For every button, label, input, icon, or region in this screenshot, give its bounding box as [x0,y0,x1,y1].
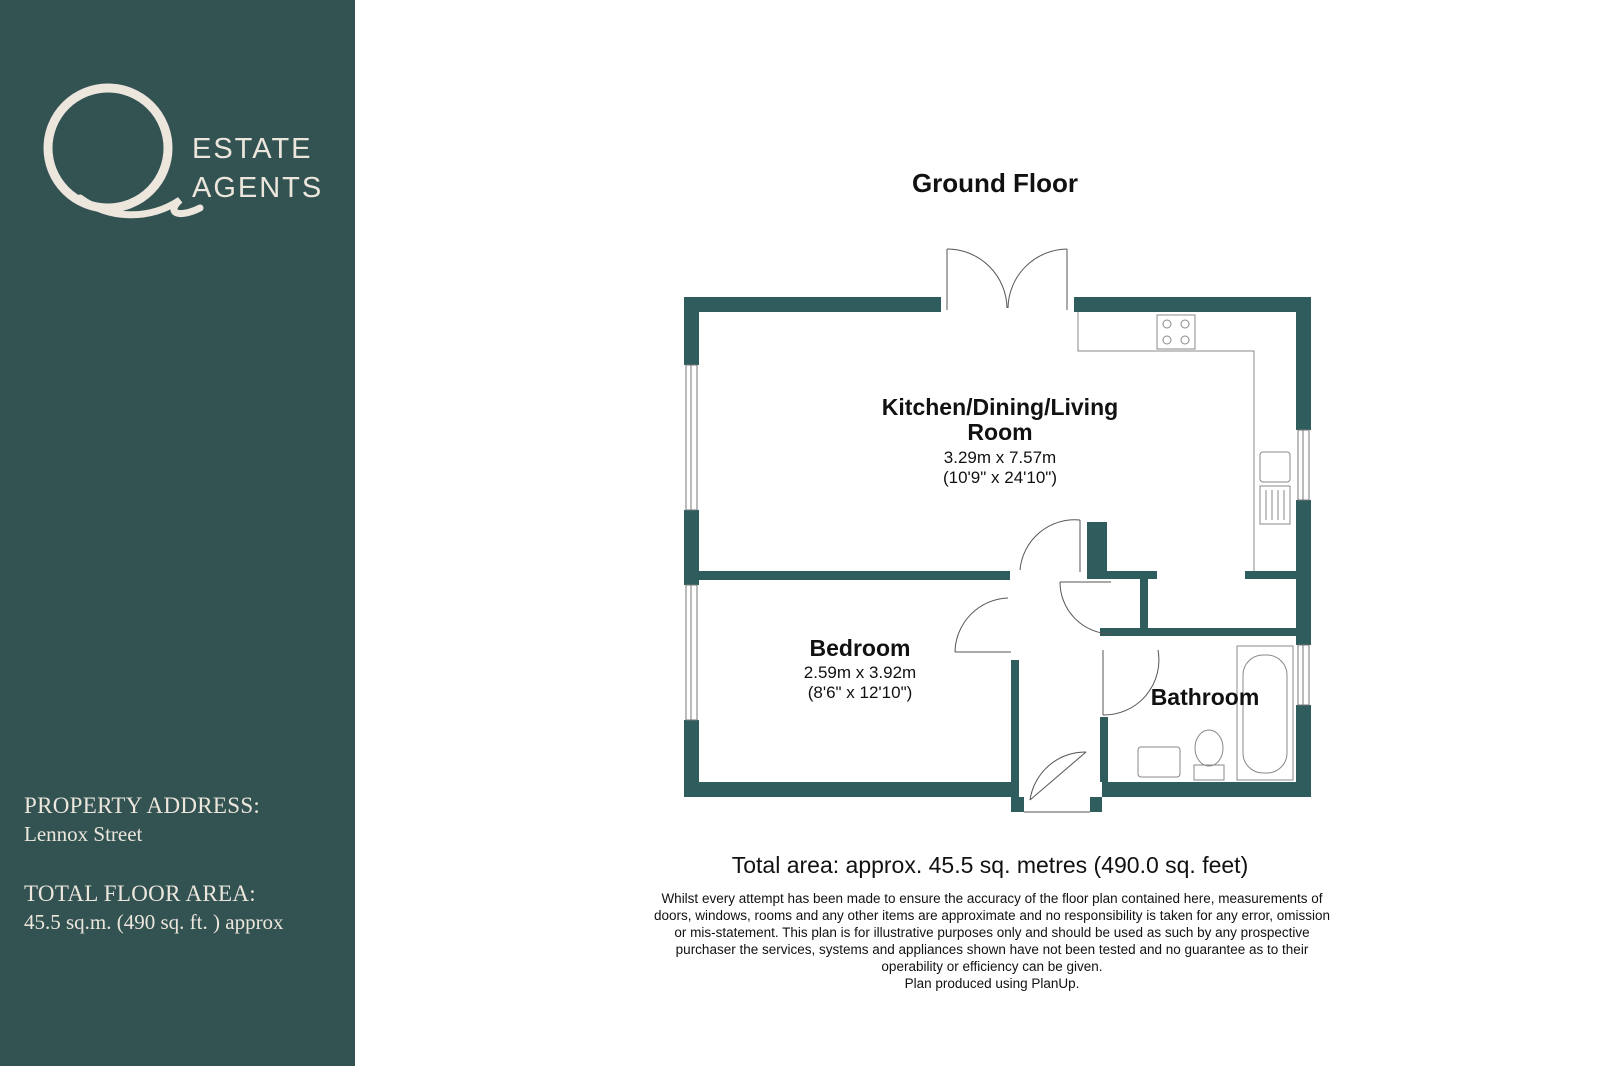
disclaimer-line: Whilst every attempt has been made to ensure the accuracy of the floor plan contained here, measurements of [661,891,1323,906]
brand-panel [0,0,355,1066]
room-kitchen-name-line1: Kitchen/Dining/Living [881,394,1119,420]
walls [684,297,1311,812]
room-kitchen-name-line2: Room [967,419,1033,445]
floor-area-heading: TOTAL FLOOR AREA: [24,881,256,906]
logo-line-agents: AGENTS [192,172,324,204]
room-bedroom-dim-metric: 2.59m x 3.92m [803,663,917,682]
total-area: Total area: approx. 45.5 sq. metres (490.0 sq. feet) [731,852,1249,878]
floor-plan [660,240,1320,820]
disclaimer-line: operability or efficiency can be given. [881,959,1103,974]
room-kitchen-dim-imperial: (10'9" x 24'10") [942,468,1057,487]
room-bedroom-dim-imperial: (8'6" x 12'10") [807,683,913,702]
disclaimer-line: or mis-statement. This plan is for illustrative purposes only and should be used as such by any prospective [674,925,1310,940]
bathroom-fittings [1138,646,1293,780]
room-kitchen-dim-metric: 3.29m x 7.57m [943,448,1057,467]
address-heading: PROPERTY ADDRESS: [24,793,261,818]
floor-title: Ground Floor [911,168,1079,198]
disclaimer [612,890,1372,992]
disclaimer-line: purchaser the services, systems and appliances shown have not been tested and no guarantee as to their [675,942,1309,957]
room-bathroom-name: Bathroom [1150,684,1260,710]
logo-q-ring [48,88,168,208]
room-bedroom-name: Bedroom [809,635,911,661]
logo-line-estate: ESTATE [192,133,313,165]
doors [947,249,1159,812]
floor-area-value: 45.5 sq.m. (490 sq. ft. ) approx [24,910,284,934]
disclaimer-line: doors, windows, rooms and any other items are approximate and no responsibility is taken for any error, omission [653,908,1331,923]
company-logo [40,80,340,230]
disclaimer-line: Plan produced using PlanUp. [904,976,1080,991]
address-value: Lennox Street [24,822,143,846]
